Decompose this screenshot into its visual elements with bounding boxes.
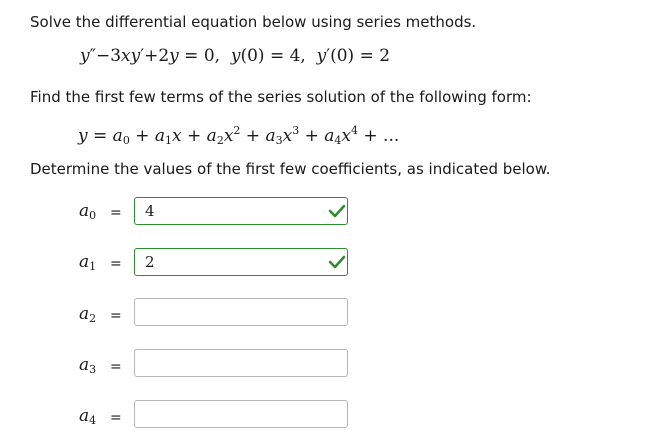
coefficient-label-a0: $a_0$ (79, 201, 97, 222)
checkmark-icon (328, 255, 346, 269)
answer-input-a0[interactable]: 4 (134, 197, 348, 225)
equals-sign: = (110, 205, 122, 221)
coefficient-label-a4: $a_4$ (79, 406, 97, 427)
coefficient-label-a1: $a_1$ (79, 252, 97, 273)
checkmark-icon (328, 204, 346, 218)
answer-input-a3[interactable] (134, 349, 348, 377)
problem-intro: Solve the differential equation below using series methods. (30, 13, 477, 31)
determine-instruction: Determine the values of the first few coefficients, as indicated below. (30, 160, 551, 178)
coefficient-label-a2: $a_2$ (79, 304, 97, 325)
equals-sign: = (110, 359, 122, 375)
differential-equation: y″−3xy′+2y = 0, y(0) = 4, y′(0) = 2 (80, 46, 391, 66)
answer-input-a4[interactable] (134, 400, 348, 428)
series-form: $y = a_0 + a_1x + a_2x^2 + a_3x^3 + a_4x^4$ + ... (78, 124, 400, 147)
equals-sign: = (110, 410, 122, 426)
equals-sign: = (110, 308, 122, 324)
answer-input-a2[interactable] (134, 298, 348, 326)
find-instruction: Find the first few terms of the series solution of the following form: (30, 88, 532, 106)
coefficient-label-a3: $a_3$ (79, 355, 97, 376)
answer-input-a1[interactable]: 2 (134, 248, 348, 276)
equals-sign: = (110, 256, 122, 272)
